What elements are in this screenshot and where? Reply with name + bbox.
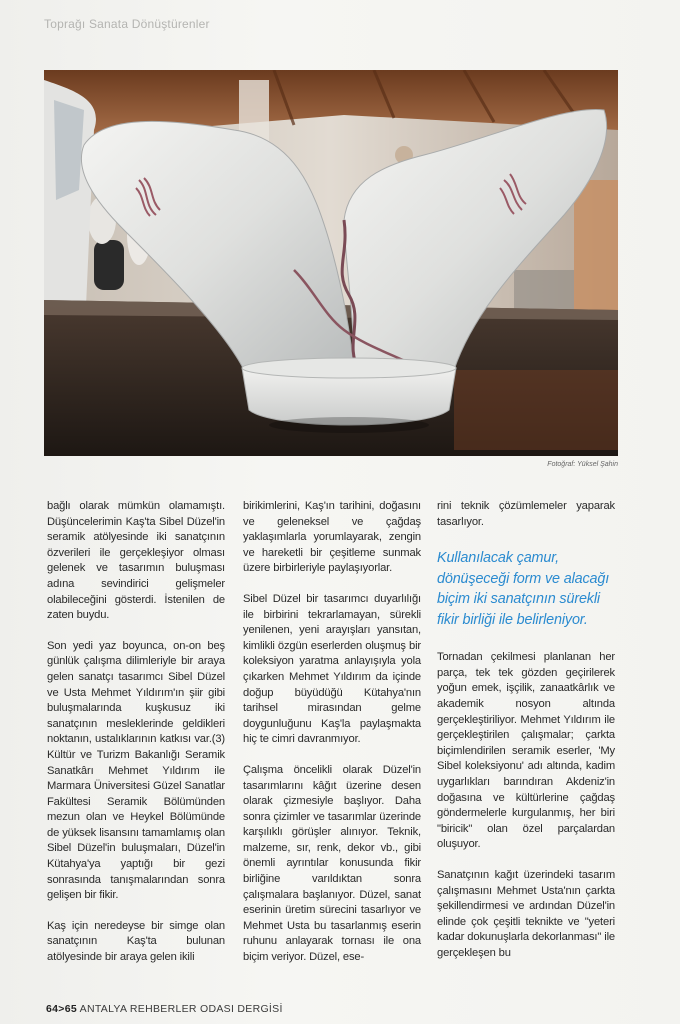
photo-illustration [44, 70, 618, 456]
paragraph: Son yedi yaz boyunca, on-on beş günlük çalışma dilimleriyle bir araya gelen sanatçı tasarımcı Sibel Düzel ve Usta Mehmet Yıldırım'ın şiir gibi buluşmalarında kuşkusuz iki sanatçının mesleklerinde geldikleri noktanın, ustalıklarının katkısı var.(3) Kültür ve Turizm Bakanlığı Seramik Sanatkârı Mehmet Yıldırım ile Marmara Üniversitesi Güzel Sanatlar Fakültesi Seramik Bölümünden mezun olan ve Heykel Bölümünde de yüksek lisansını tamamlamış olan Sibel Düzel'in buluşmaları, Düzel'in Kütahya'ya yaptığı bir gezi sonrasında tanışmalarından sonra gelişen bir fikir. [47, 639, 225, 902]
text-column-1 [47, 499, 225, 981]
paragraph: Sanatçının kağıt üzerindeki tasarım çalışmasını Mehmet Usta'nın çarkta şekillendirmesi ve ardından Düzel'in elinde çok çeşitli teknikte ve "yeteri kadar dokunuşlarla dekorlanması" ile gerçekleşen bu [437, 868, 615, 959]
ceramic-vessel-photo [44, 70, 618, 456]
running-head: Toprağı Sanata Dönüştürenler [44, 17, 210, 31]
text-column-3 [437, 499, 615, 976]
paragraph: Kaş için neredeyse bir simge olan sanatçının Kaş'ta bulunan atölyesinde bir araya gelen ikili [47, 919, 225, 964]
text-column-2 [243, 499, 421, 981]
pull-quote: Kullanılacak çamur, dönüşeceği form ve alacağı biçim iki sanatçının sürekli fikir birliği ile belirleniyor. [437, 550, 610, 628]
paragraph: bağlı olarak mümkün olamamıştı. Düşüncelerimin Kaş'ta Sibel Düzel'in seramik atölyesinde iki sanatçının özverileri ile gerçekleşiyor olması gelenek ve tasarımın buluşması adına sevindirici gelişmeler olabileceğini gösterdi. İstenilen de zaten buydu. [47, 500, 225, 622]
magazine-name: ANTALYA REHBERLER ODASI DERGİSİ [79, 1003, 283, 1015]
page-numbers: 64>65 [46, 1003, 77, 1015]
paragraph: Çalışma öncelikli olarak Düzel'in tasarımlarını kâğıt üzerine desen olarak çizmesiyle başlıyor. Daha sonra çizimler ve tasarımlar üzerinde karşılıklı görüşler alınıyor. Teknik, malzeme, sır, renk, dekor vb., gibi önemli ayrıntılar konusunda fikir birliğine varıldıktan sonra çalışmalara başlanıyor. Düzel, sanat eserinin üretim sürecini tasarlıyor ve Mehmet Usta bu tasarlanmış eserin ruhunu anlayarak tornası ile ona biçim veriyor. Düzel, ese- [243, 763, 421, 964]
paragraph: birikimlerini, Kaş'ın tarihini, doğasını ve geleneksel ve çağdaş yaklaşımlarla yorumlayarak, zengin ve hareketli bir çeşitleme sunmak üzere birbirleriyle paylaşıyorlar. [243, 500, 421, 575]
page-footer [46, 1003, 283, 1015]
paragraph: rini teknik çözümlemeler yaparak tasarlıyor. [437, 500, 615, 528]
photo-credit: Fotoğraf: Yüksel Şahin [547, 461, 618, 468]
paragraph: Sibel Düzel bir tasarımcı duyarlılığı ile birbirini tekrarlamayan, sürekli yenilenen, yeni arayışları yansıtan, kimlikli özgün eserlerden oluşmuş bir koleksiyon yaratma anlayışıyla yola çıkarken Mehmet Yıldırım da içinde doğup büyüdüğü Kütahya'nın tarihsel mirasından gelme doygunluğunu Kaş'la paylaşmakta hiç te cimri davranmıyor. [243, 592, 421, 746]
paragraph: Tornadan çekilmesi planlanan her parça, tek tek gözden geçirilerek yoğun emek, işçilik, zanaatkârlık ve akademik nosyon altında gerçekleştiriliyor. Mehmet Yıldırım ile gerçekleştirilen çalışmalar; çarkta biçimlendirilen seramik eserler, 'My Sibel koleksiyonu' adı altında, kadim uygarlıkları barındıran Akdeniz'in doğasına ve kültürlerine çağdaş göndermelerle kurgulanmış, her biri "biricik" olan özel parçalardan oluşuyor. [437, 651, 615, 851]
